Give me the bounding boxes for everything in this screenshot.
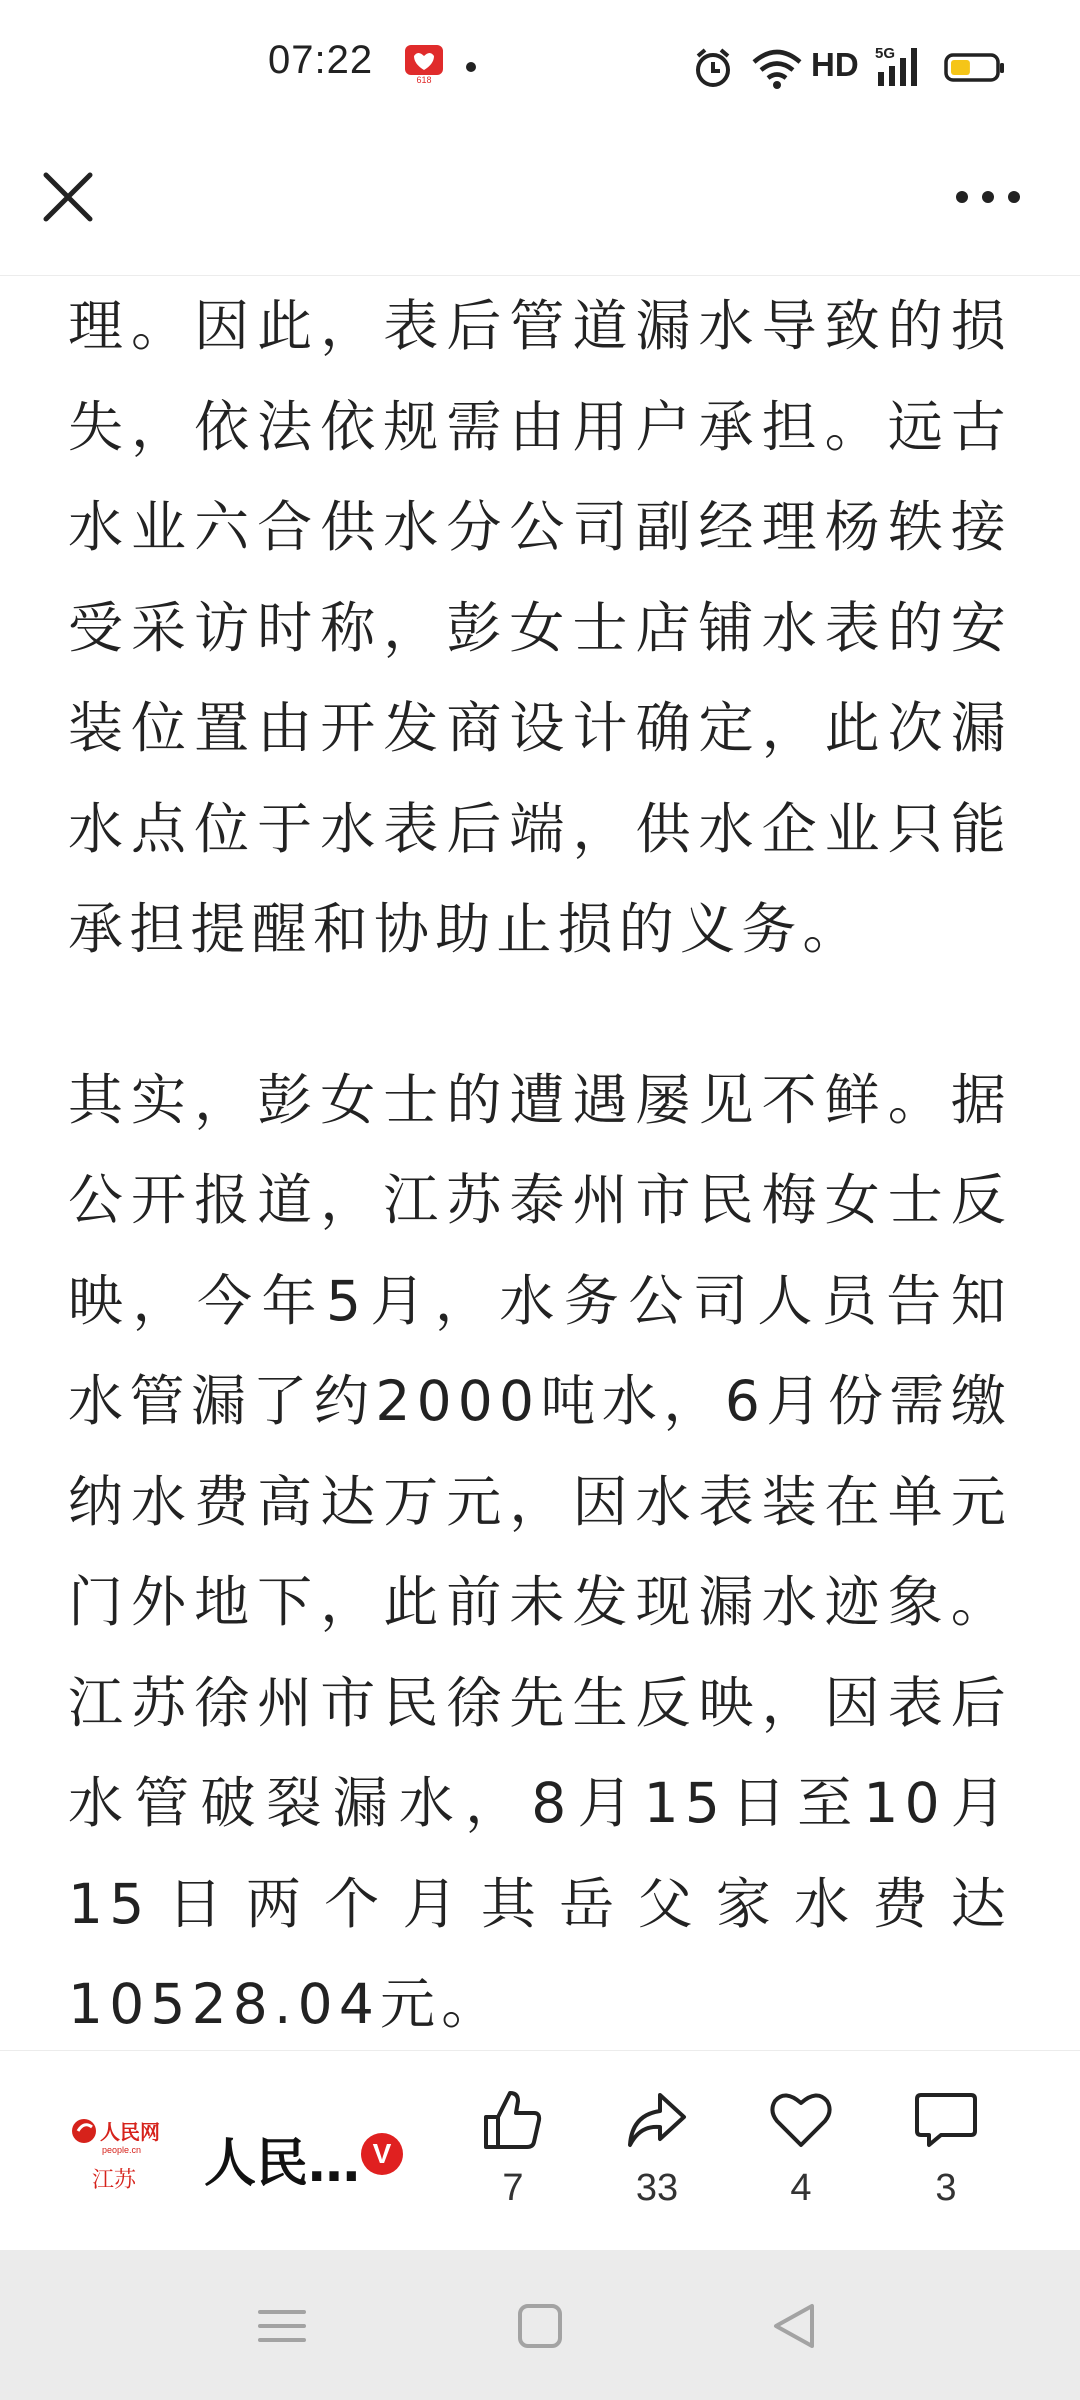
favorite-button[interactable] (741, 2087, 861, 2227)
share-count: 33 (635, 2167, 679, 2209)
verified-badge: V (361, 2133, 403, 2175)
status-time: 07:22 (268, 38, 374, 82)
signal-icon (874, 42, 926, 92)
article-body (68, 276, 1012, 2050)
source-name[interactable]: 人民… (204, 2134, 361, 2194)
svg-text:人民网: 人民网 (100, 2120, 160, 2144)
like-button[interactable] (453, 2087, 573, 2227)
like-count: 7 (502, 2167, 524, 2209)
top-navigation-bar (0, 135, 1080, 276)
svg-text:people.cn: people.cn (102, 2145, 142, 2155)
heart-icon (768, 2087, 834, 2153)
battery-icon (944, 42, 1006, 92)
comment-button[interactable] (886, 2087, 1006, 2227)
alarm-icon (692, 42, 734, 92)
article-paragraph: 其实，彭女士的遭遇屡见不鲜。据公开报道，江苏泰州市民梅女士反映，今年5月，水务公司人员告知水管漏了约2000吨水，6月份需缴纳水费高达万元，因水表装在单元门外地下，此前未发现漏水迹象。江苏徐州市民徐先生反映，因表后水管破裂漏水，8月15日至10月15日两个月其岳父家水费达10528.04元。 (68, 1067, 1012, 2036)
comment-count: 3 (935, 2167, 957, 2209)
menu-icon[interactable] (252, 2298, 312, 2354)
system-navigation-bar (0, 2250, 1080, 2400)
svg-text:江苏: 江苏 (92, 2168, 137, 2193)
more-icon[interactable] (948, 165, 1028, 229)
article-paragraph: 理。因此，表后管道漏水导致的损失，依法依规需由用户承担。远古水业六合供水分公司副经理杨轶接受采访时称，彭女士店铺水表的安装位置由开发商设计确定，此次漏水点位于水表后端，供水企业只能承担提醒和协助止损的义务。 (68, 294, 1012, 961)
back-icon[interactable] (766, 2298, 826, 2354)
thumbs-up-icon (480, 2087, 546, 2153)
share-icon (624, 2087, 690, 2153)
app-badge-label: 618 (416, 75, 432, 84)
favorite-count: 4 (790, 2167, 812, 2209)
app-notification-icon (404, 44, 444, 84)
article-action-bar (0, 2050, 1080, 2251)
close-icon[interactable] (36, 165, 100, 229)
wifi-icon (750, 42, 804, 92)
network-type-label: HD (811, 46, 859, 83)
status-bar (0, 0, 1080, 135)
signal-label: 5G (875, 45, 896, 62)
share-button[interactable] (597, 2087, 717, 2227)
source-logo[interactable] (68, 2113, 180, 2197)
home-icon[interactable] (510, 2298, 570, 2354)
comment-icon (913, 2087, 979, 2153)
notification-dot-icon (466, 62, 476, 72)
